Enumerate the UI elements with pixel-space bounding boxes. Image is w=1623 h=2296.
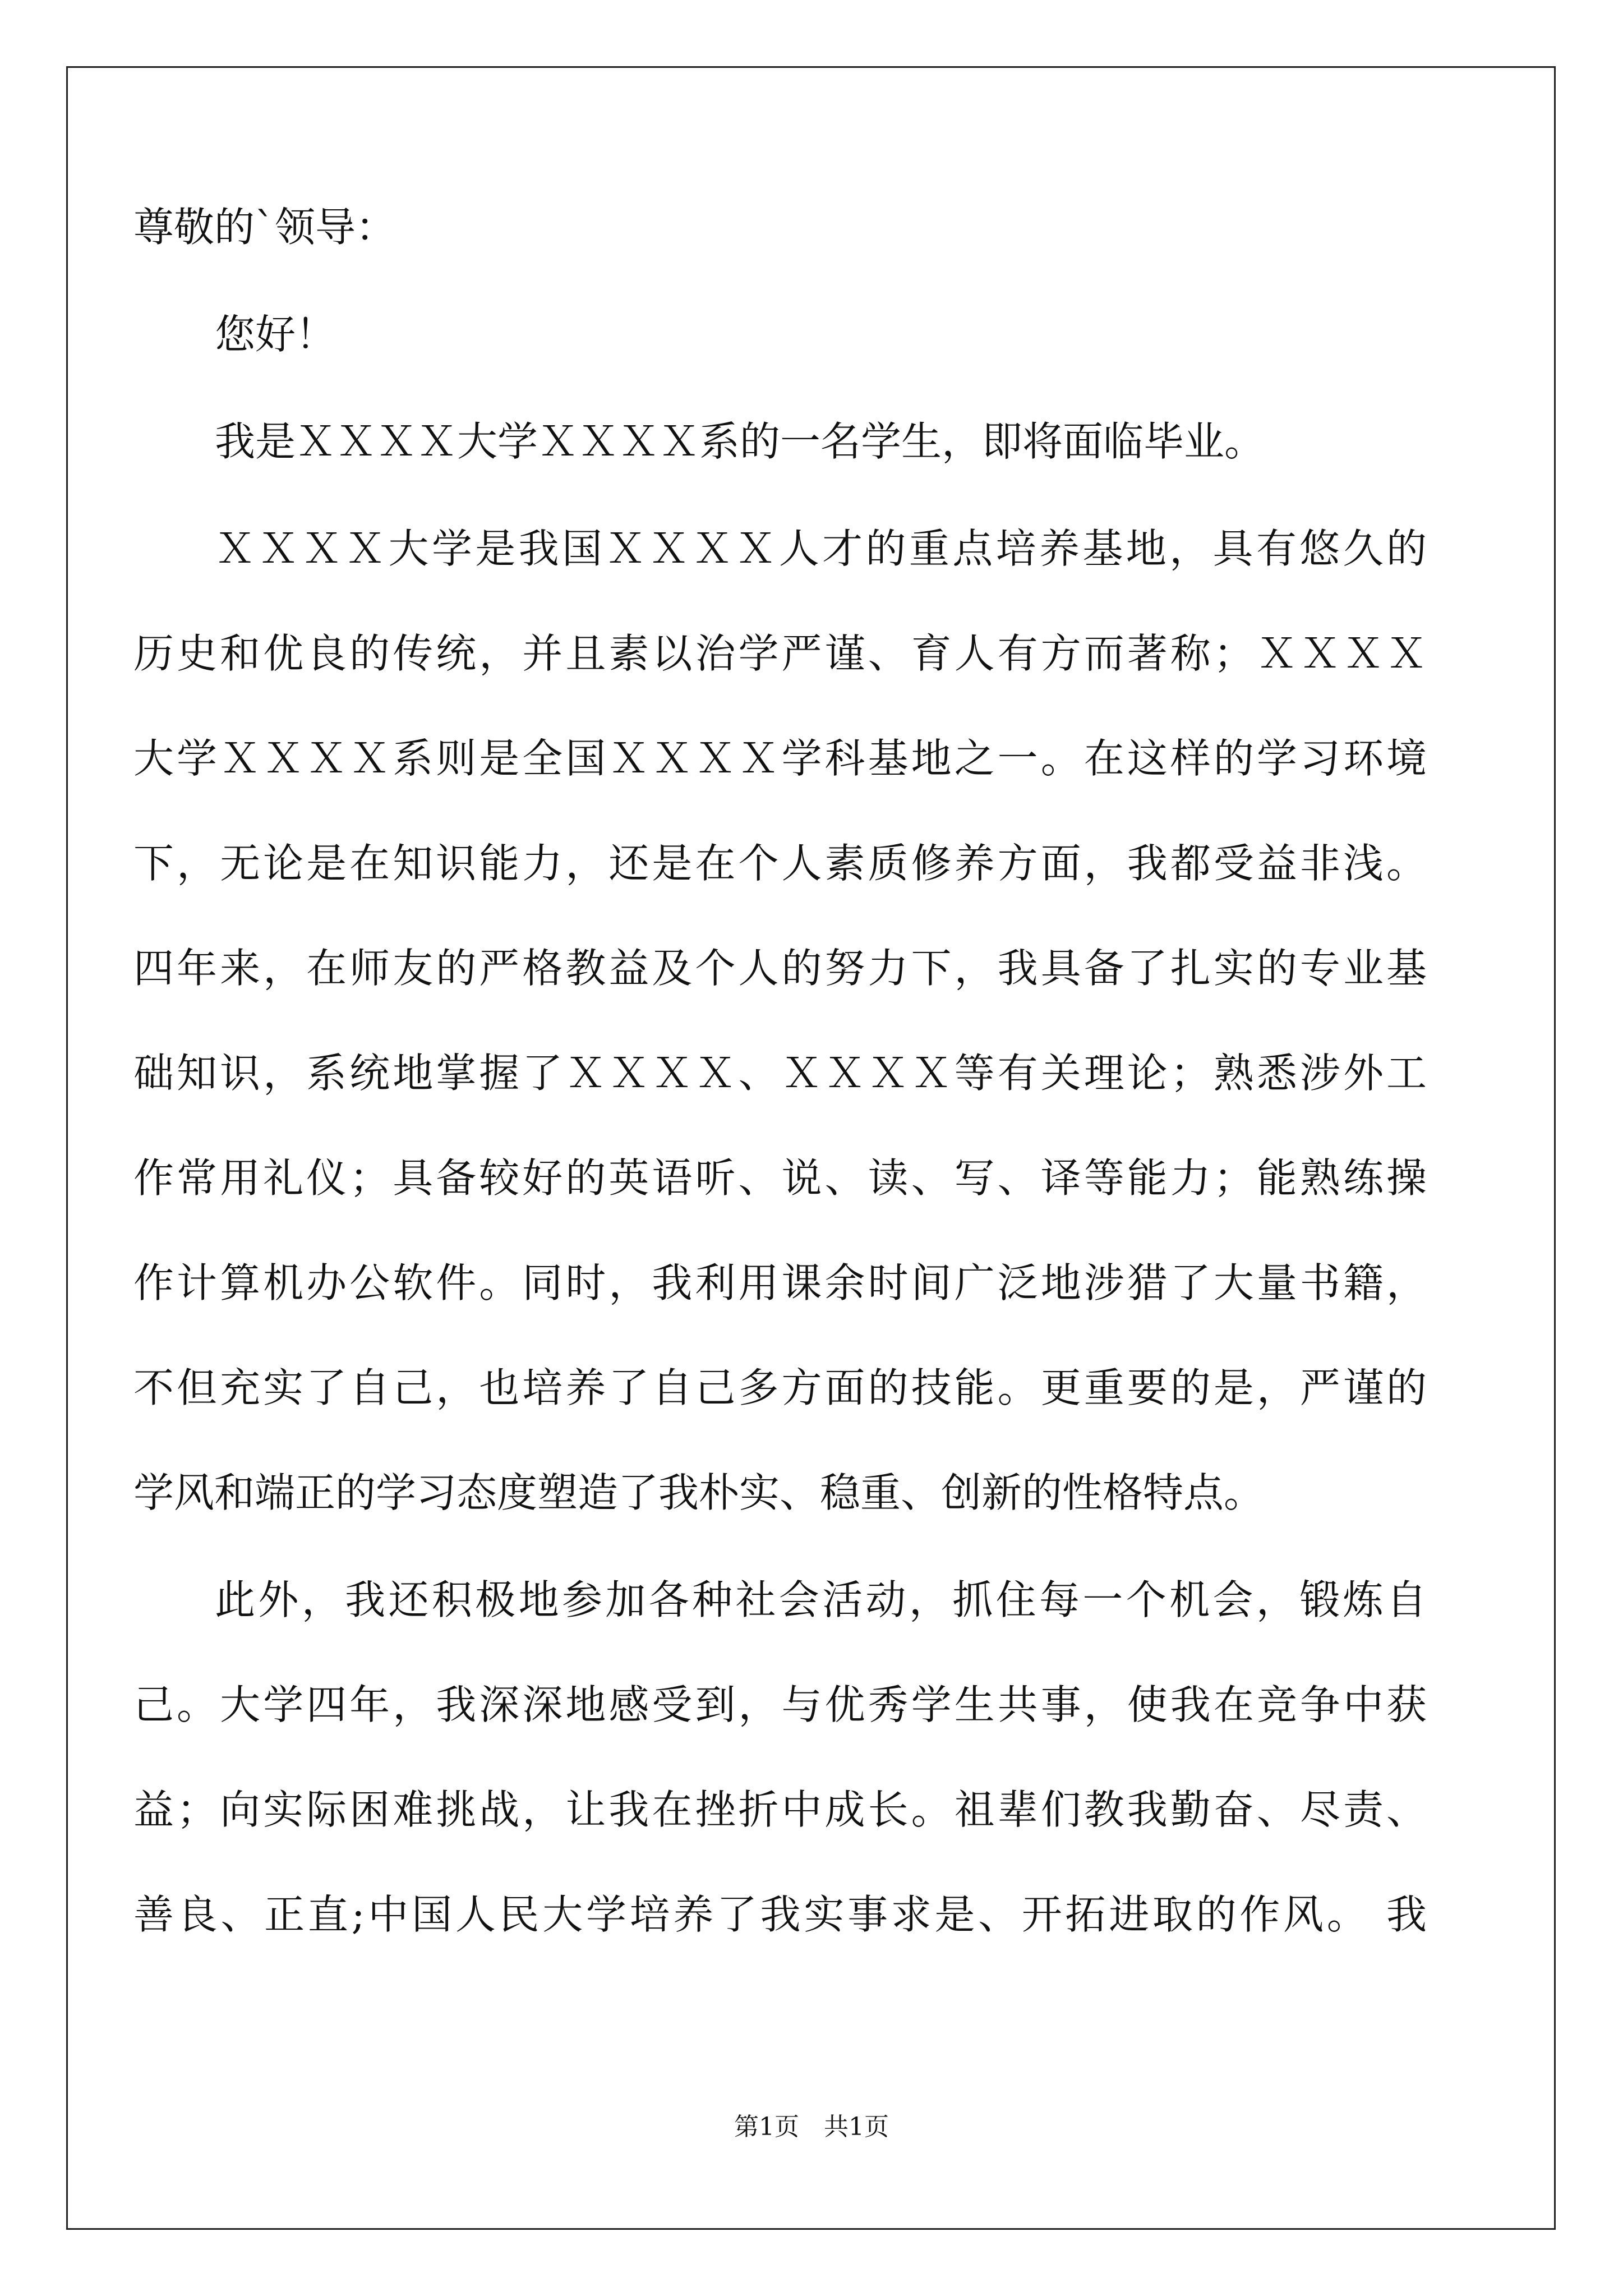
paragraph-line: 历史和优良的传统，并且素以治学严谨、育人有方而著称；ＸＸＸＸ bbox=[133, 630, 1427, 677]
paragraph-line: ＸＸＸＸ大学是我国ＸＸＸＸ人才的重点培养基地，具有悠久的 bbox=[215, 525, 1427, 572]
greeting-line: 尊敬的`领导： bbox=[133, 204, 396, 251]
paragraph-line: 作计算机办公软件。同时，我利用课余时间广泛地涉猎了大量书籍， bbox=[133, 1259, 1427, 1306]
paragraph-line: 己。大学四年，我深深地感受到，与优秀学生共事，使我在竞争中获 bbox=[133, 1681, 1427, 1728]
paragraph-line: 不但充实了自己，也培养了自己多方面的技能。更重要的是，严谨的 bbox=[133, 1364, 1427, 1411]
paragraph-line: 础知识，系统地掌握了ＸＸＸＸ、ＸＸＸＸ等有关理论；熟悉涉外工 bbox=[133, 1050, 1427, 1097]
paragraph-line: 此外，我还积极地参加各种社会活动，抓住每一个机会，锻炼自 bbox=[215, 1576, 1427, 1623]
page-number-footer: 第1页 共1页 bbox=[734, 2113, 889, 2141]
paragraph-line: 大学ＸＸＸＸ系则是全国ＸＸＸＸ学科基地之一。在这样的学习环境 bbox=[133, 735, 1427, 782]
paragraph-line: 作常用礼仪；具备较好的英语听、说、读、写、译等能力；能熟练操 bbox=[133, 1154, 1427, 1202]
salutation-line: 您好！ bbox=[215, 311, 336, 358]
paragraph-line: 下，无论是在知识能力，还是在个人素质修养方面，我都受益非浅。 bbox=[133, 840, 1427, 887]
paragraph-line: 学风和端正的学习态度塑造了我朴实、稳重、创新的性格特点。 bbox=[133, 1469, 1265, 1516]
paragraph-line: 善良、正直;中国人民大学培养了我实事求是、开拓进取的作风。 我 bbox=[133, 1891, 1427, 1938]
paragraph-line: 我是ＸＸＸＸ大学ＸＸＸＸ系的一名学生，即将面临毕业。 bbox=[215, 418, 1265, 465]
paragraph-line: 四年来，在师友的严格教益及个人的努力下，我具备了扎实的专业基 bbox=[133, 945, 1427, 992]
paragraph-line: 益；向实际困难挑战，让我在挫折中成长。祖辈们教我勤奋、尽责、 bbox=[133, 1786, 1427, 1833]
